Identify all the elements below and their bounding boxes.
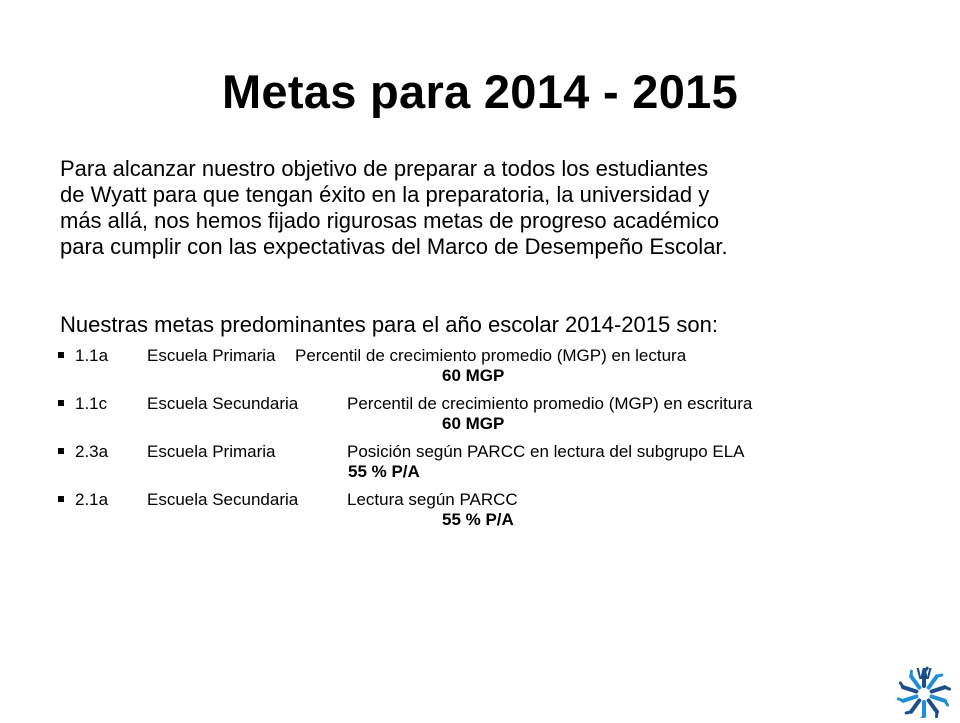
logo-ray (903, 696, 916, 700)
intro-line: para cumplir con las expectativas del Marco de Desempeño Escolar. (60, 234, 920, 260)
slide-title: Metas para 2014 - 2015 (0, 64, 960, 120)
bullet-icon (58, 352, 64, 358)
bullet-icon (58, 496, 64, 502)
logo-graphic (894, 658, 954, 718)
goal-target: 55 % P/A (442, 510, 514, 530)
logo-ray (929, 700, 937, 711)
logo-ray (903, 687, 916, 691)
goals-list (58, 346, 918, 538)
logo-letter: W (916, 666, 932, 683)
goal-item (58, 394, 918, 442)
intro-line: Para alcanzar nuestro objetivo de preparar a todos los estudiantes (60, 156, 920, 182)
goal-description: Posición según PARCC en lectura del subgrupo ELA (347, 442, 745, 462)
goal-level: Escuela Primaria (147, 442, 276, 462)
goal-level: Escuela Secundaria (147, 490, 298, 510)
logo-ray-tip (945, 701, 948, 705)
goal-item (58, 490, 918, 538)
logo-ray-tip (898, 699, 903, 701)
goal-description: Lectura según PARCC (347, 490, 518, 510)
goal-item (58, 346, 918, 394)
goal-code: 1.1c (75, 394, 107, 414)
bullet-icon (58, 448, 64, 454)
logo-ray-tip (945, 687, 950, 689)
logo-ray (932, 687, 945, 691)
logo-ray-tip (937, 675, 942, 676)
intro-paragraph (60, 156, 920, 260)
logo-ray (911, 700, 919, 711)
goal-description: Percentil de crecimiento promedio (MGP) en escritura (347, 394, 752, 414)
goal-description: Percentil de crecimiento promedio (MGP) en lectura (295, 346, 686, 366)
logo-ray-tip (921, 716, 924, 718)
goal-target: 60 MGP (442, 366, 504, 386)
intro-line: de Wyatt para que tengan éxito en la preparatoria, la universidad y (60, 182, 920, 208)
wyatt-star-logo-icon (894, 658, 954, 718)
goal-code: 2.3a (75, 442, 108, 462)
goal-item (58, 442, 918, 490)
bullet-icon (58, 400, 64, 406)
intro-line: más allá, nos hemos fijado rigurosas metas de progreso académico (60, 208, 920, 234)
goal-level: Escuela Primaria (147, 346, 276, 366)
goal-code: 1.1a (75, 346, 108, 366)
goal-target: 55 % P/A (348, 462, 420, 482)
logo-ray (932, 696, 945, 700)
logo-ray-tip (900, 683, 903, 687)
goals-heading: Nuestras metas predominantes para el año escolar 2014-2015 son: (60, 311, 920, 339)
goal-code: 2.1a (75, 490, 108, 510)
logo-ray-tip (906, 712, 911, 713)
goal-target: 60 MGP (442, 414, 504, 434)
goal-level: Escuela Secundaria (147, 394, 298, 414)
